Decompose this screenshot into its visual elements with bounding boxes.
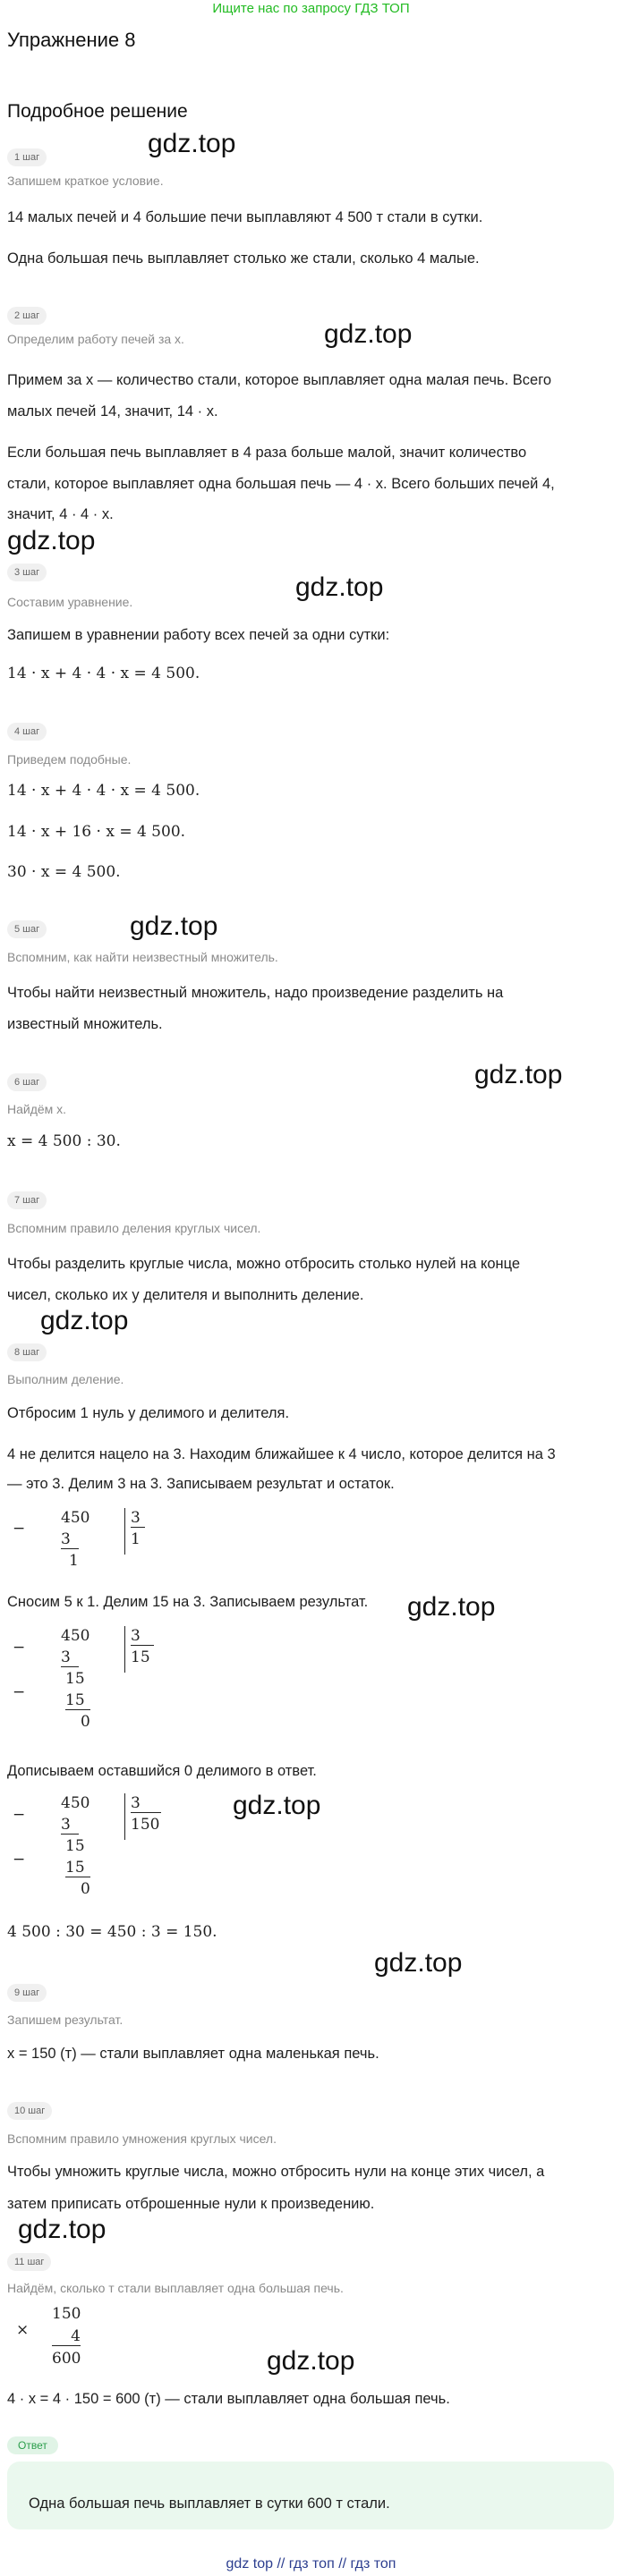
step-text: 4 не делится нацело на 3. Находим ближайшее к 4 число, которое делится на 3 (7, 1446, 556, 1462)
step-note: Определим работу печей за x. (7, 332, 184, 346)
step-note: Составим уравнение. (7, 595, 133, 609)
step-note: Вспомним, как найти неизвестный множитель. (7, 950, 278, 964)
step-text: Если большая печь выплавляет в 4 раза больше малой, значит количество (7, 445, 527, 461)
quotient: 150 (131, 1816, 160, 1834)
partial-remainder: 15 (65, 1670, 85, 1688)
quotient: 15 (131, 1648, 150, 1666)
remainder: 0 (81, 1880, 90, 1898)
page-title: Упражнение 8 (7, 29, 136, 51)
dividend: 450 (61, 1509, 90, 1527)
step-badge: 9 шаг (7, 1984, 47, 2002)
watermark: gdz.top (267, 2346, 355, 2376)
step-text: Дописываем оставшийся 0 делимого в ответ. (7, 1763, 317, 1779)
step-note: Приведем подобные. (7, 752, 132, 767)
answer-text: Одна большая печь выплавляет в сутки 600 т стали. (29, 2496, 390, 2512)
divisor: 3 (131, 1509, 145, 1528)
minus-sign: − (13, 1520, 26, 1538)
equation: 14 · x + 4 · 4 · x = 4 500. (7, 665, 200, 682)
step-text: 4 · x = 4 · 150 = 600 (т) — стали выплавляет одна большая печь. (7, 2391, 450, 2407)
equation: 14 · x + 4 · 4 · x = 4 500. (7, 782, 200, 800)
watermark: gdz.top (407, 1592, 496, 1622)
step-text: известный множитель. (7, 1016, 163, 1032)
step-text: Отбросим 1 нуль у делимого и делителя. (7, 1405, 290, 1421)
step-note: Найдём, сколько т стали выплавляет одна большая печь. (7, 2281, 344, 2295)
watermark: gdz.top (148, 129, 236, 158)
step-text: малых печей 14, значит, 14 · x. (7, 403, 218, 419)
step-note: Выполним деление. (7, 1372, 124, 1386)
step-text: Сносим 5 к 1. Делим 15 на 3. Записываем результат. (7, 1594, 369, 1610)
step-text: значит, 4 · 4 · x. (7, 506, 114, 522)
subtrahend: 3 (61, 1648, 79, 1667)
divisor: 3 (131, 1627, 154, 1646)
step-badge: 10 шаг (7, 2102, 52, 2120)
step-note: Вспомним правило умножения круглых чисел. (7, 2131, 277, 2146)
multiplier: 4 (52, 2327, 81, 2346)
minus-sign: − (13, 1639, 26, 1657)
watermark: gdz.top (233, 1791, 321, 1820)
step-badge: 2 шаг (7, 307, 47, 325)
footer-links[interactable]: gdz top // гдз топ // гдз топ (226, 2556, 396, 2572)
remainder: 1 (69, 1552, 79, 1570)
step-note: Запишем краткое условие. (7, 174, 164, 188)
step-text: Запишем в уравнении работу всех печей за одни сутки: (7, 627, 390, 643)
step-text: — это 3. Делим 3 на 3. Записываем результат и остаток. (7, 1476, 395, 1492)
watermark: gdz.top (18, 2215, 107, 2244)
answer-badge: Ответ (7, 2436, 58, 2454)
dividend: 450 (61, 1627, 90, 1645)
step-badge: 8 шаг (7, 1343, 47, 1361)
partial-remainder: 15 (65, 1837, 85, 1855)
watermark: gdz.top (7, 526, 96, 555)
division-bar (124, 1793, 125, 1840)
step-badge: 3 шаг (7, 564, 47, 581)
watermark: gdz.top (324, 319, 413, 349)
step-badge: 5 шаг (7, 920, 47, 938)
equation: x = 4 500 : 30. (7, 1132, 121, 1150)
step-text: затем приписать отброшенные нули к произведению. (7, 2196, 375, 2212)
times-sign: × (16, 2321, 30, 2339)
step-text: стали, которое выплавляет одна большая печь — 4 · x. Всего больших печей 4, (7, 476, 555, 492)
section-title: Подробное решение (7, 101, 188, 122)
top-promo-link[interactable]: Ищите нас по запросу ГДЗ ТОП (212, 1, 410, 16)
subtrahend: 15 (65, 1691, 90, 1710)
step-text: Примем за x — количество стали, которое выплавляет одна малая печь. Всего (7, 372, 552, 388)
step-note: Запишем результат. (7, 2012, 124, 2027)
subtrahend: 15 (65, 1859, 90, 1877)
step-note: Вспомним правило деления круглых чисел. (7, 1221, 261, 1235)
division-bar (124, 1626, 125, 1673)
dividend: 450 (61, 1794, 90, 1812)
step-text: x = 150 (т) — стали выплавляет одна маленькая печь. (7, 2046, 379, 2062)
equation: 30 · x = 4 500. (7, 863, 121, 881)
step-text: 14 малых печей и 4 большие печи выплавляют 4 500 т стали в сутки. (7, 209, 483, 225)
watermark: gdz.top (130, 911, 218, 941)
minus-sign: − (13, 1806, 26, 1824)
step-text: чисел, сколько их у делителя и выполнить деление. (7, 1287, 364, 1303)
step-badge: 1 шаг (7, 148, 47, 166)
minus-sign: − (13, 1851, 26, 1868)
equation: 4 500 : 30 = 450 : 3 = 150. (7, 1923, 217, 1941)
step-badge: 7 шаг (7, 1191, 47, 1209)
product: 600 (52, 2350, 81, 2368)
quotient: 1 (131, 1530, 141, 1548)
watermark: gdz.top (295, 572, 384, 602)
step-badge: 4 шаг (7, 723, 47, 741)
watermark: gdz.top (40, 1306, 129, 1335)
multiplicand: 150 (52, 2305, 81, 2323)
remainder: 0 (81, 1713, 90, 1731)
divisor: 3 (131, 1794, 161, 1813)
division-bar (124, 1508, 125, 1555)
step-text: Чтобы найти неизвестный множитель, надо произведение разделить на (7, 985, 504, 1001)
step-text: Чтобы разделить круглые числа, можно отбросить столько нулей на конце (7, 1256, 521, 1272)
equation: 14 · x + 16 · x = 4 500. (7, 823, 186, 841)
step-badge: 6 шаг (7, 1073, 47, 1091)
subtrahend: 3 (61, 1530, 79, 1549)
minus-sign: − (13, 1683, 26, 1701)
step-badge: 11 шаг (7, 2253, 51, 2271)
step-note: Найдём x. (7, 1102, 67, 1116)
subtrahend: 3 (61, 1816, 79, 1835)
step-text: Чтобы умножить круглые числа, можно отбросить нули на конце этих чисел, а (7, 2164, 545, 2180)
watermark: gdz.top (374, 1948, 463, 1978)
step-text: Одна большая печь выплавляет столько же стали, сколько 4 малые. (7, 250, 480, 267)
watermark: gdz.top (474, 1060, 563, 1089)
